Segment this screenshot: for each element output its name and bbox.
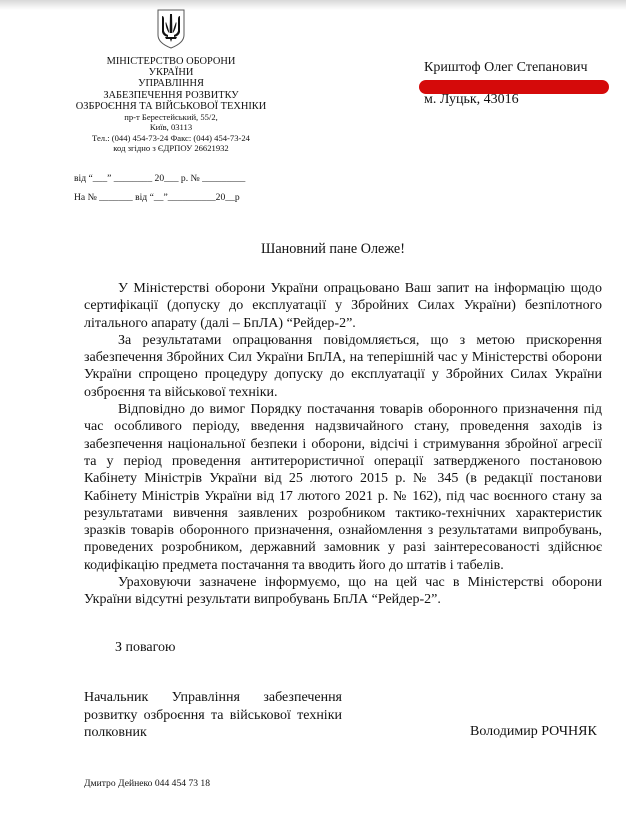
body-paragraph: У Міністерстві оборони України опрацьовано Ваш запит на інформацію щодо сертифікації (допуску до експлуатації у Збройних Силах України) безпілотного літального апарату (далі – БпЛА) “Рейдер-2”. <box>84 281 602 331</box>
letterhead-line: ЗАБЕЗПЕЧЕННЯ РОЗВИТКУ <box>103 89 239 101</box>
signatory-title-line: розвитку озброєння та військової техніки <box>84 707 342 723</box>
body-paragraph: Ураховуючи зазначене інформуємо, що на цей час в Міністерстві оборони України відсутні результати випробувань БпЛА “Рейдер-2”. <box>84 575 602 608</box>
recipient-city: м. Луцьк, 43016 <box>424 92 519 107</box>
outgoing-reference-line: від “___” ________ 20___ р. № _________ <box>74 173 246 184</box>
body-paragraph: За результатами опрацювання повідомляється, що з метою прискорення забезпечення Збройних Сил України БпЛА, на теперішній час у Міністерстві оборони України спрощено процедуру допуску до експлуатації у Збройних Силах України озброєння та військової техніки. <box>84 332 602 400</box>
sender-letterhead <box>66 56 276 154</box>
signatory-title <box>84 689 342 742</box>
sender-address-street: пр-т Берестейський, 55/2, <box>124 112 218 123</box>
signatory-title-line: Начальник Управління забезпечення <box>84 690 342 705</box>
letter-body <box>84 280 602 609</box>
closing-phrase: З повагою <box>115 640 176 655</box>
ukraine-coat-of-arms-icon <box>156 9 186 49</box>
sender-edrpou-code: код згідно з ЄДРПОУ 26621932 <box>113 143 229 154</box>
letterhead-line: УКРАЇНИ <box>148 67 194 79</box>
sender-address-city: Київ, 03113 <box>149 122 193 133</box>
letterhead-line: ОЗБРОЄННЯ ТА ВІЙСЬКОВОЇ ТЕХНІКИ <box>75 100 267 112</box>
signatory-rank: полковник <box>84 725 147 740</box>
executor-contact: Дмитро Дейнеко 044 454 73 18 <box>84 778 211 789</box>
letterhead-line: МІНІСТЕРСТВО ОБОРОНИ <box>106 56 236 67</box>
salutation: Шановний пане Олеже! <box>261 241 405 257</box>
incoming-reference-line: На № _______ від “__”__________20__р <box>74 192 240 203</box>
body-paragraph: Відповідно до вимог Порядку постачання товарів оборонного призначення під час особливого періоду, введення надзвичайного стану, проведення заходів із забезпечення національної безпеки і оборони, відсічі і стримування збройної агресії та у період проведення антитерористичної операції затвердженого постановою Кабінету Міністрів України від 25 лютого 2015 р. № 345 (в редакції постанови Кабінету Міністрів України від 17 лютого 2021 р. № 162), під час воєнного стану за результатами вивчення заявлених розробником тактико-технічних характеристик зразків товарів оборонного призначення, ознайомлення з результатами випробувань, проведених розробником, державний замовник у разі заінтересованості здійснює кодифікацію предмета постачання та вводить його до штатів і табелів. <box>84 402 602 573</box>
signatory-name: Володимир РОЧНЯК <box>470 724 597 739</box>
recipient-name: Криштоф Олег Степанович <box>424 60 588 75</box>
sender-phone-fax: Тел.: (044) 454-73-24 Факс: (044) 454-73-24 <box>92 132 250 143</box>
letterhead-line: УПРАВЛІННЯ <box>138 78 204 90</box>
